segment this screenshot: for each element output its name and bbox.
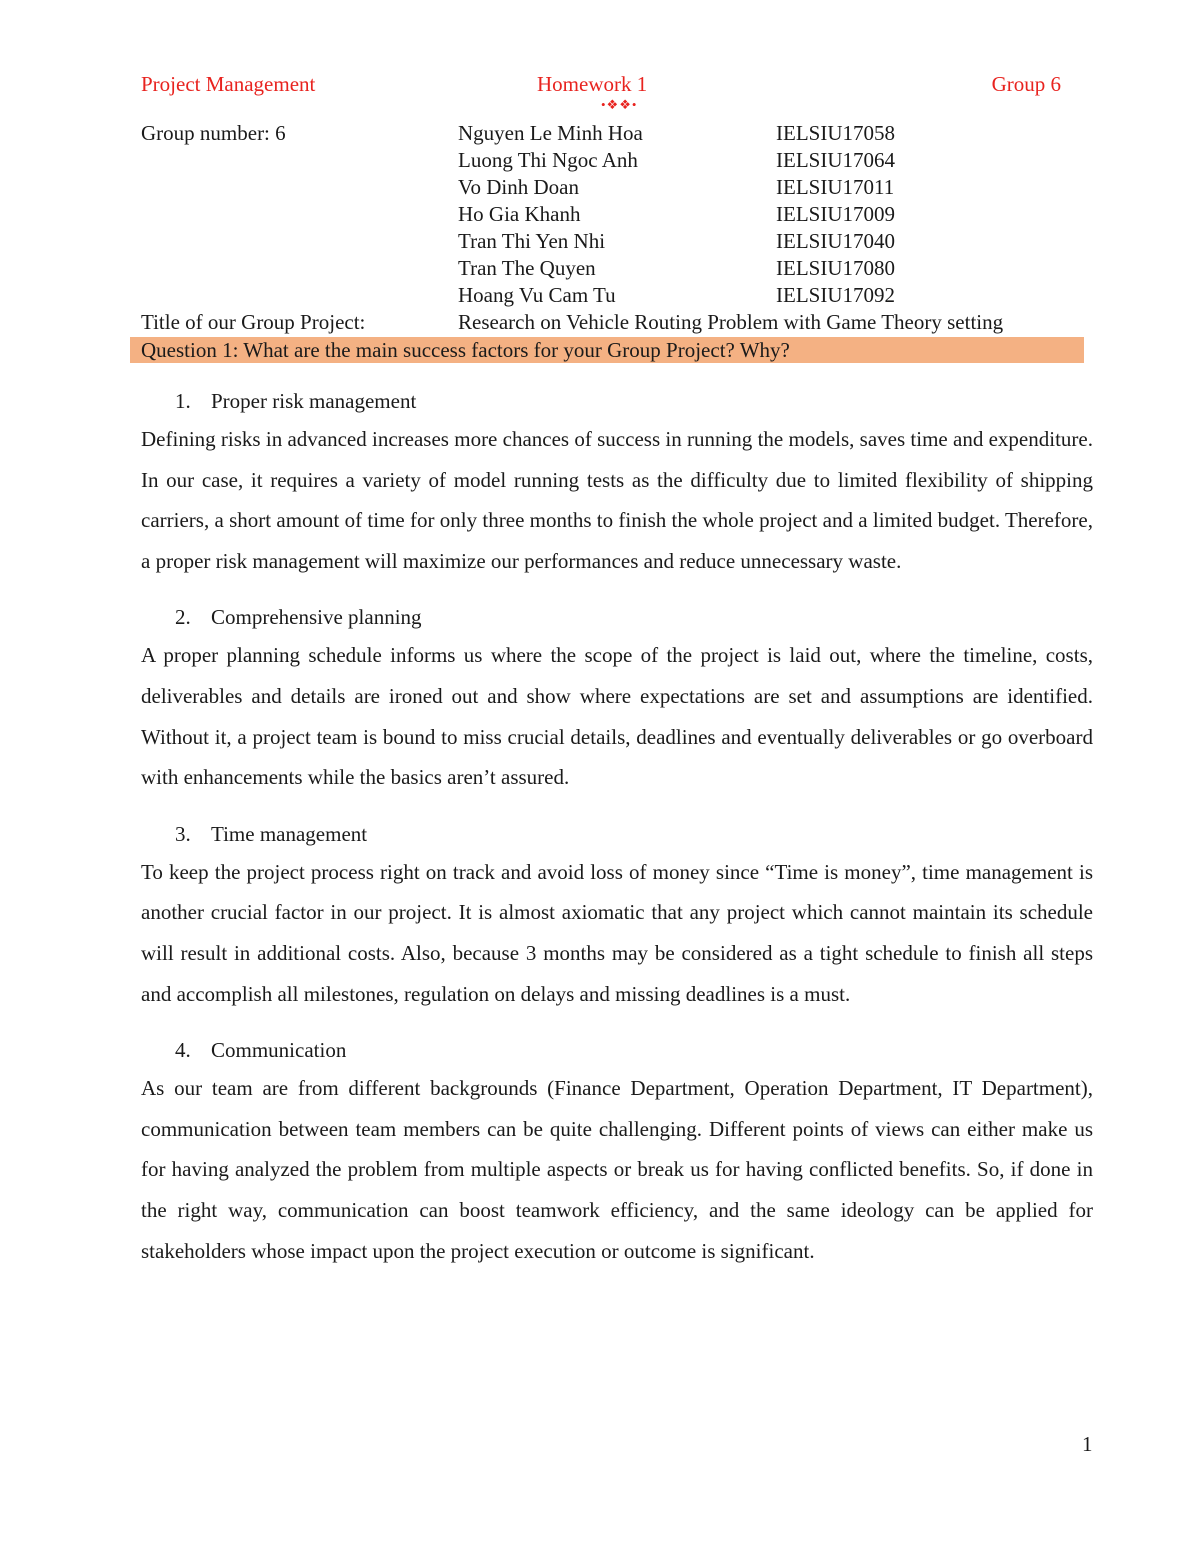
member-name: Tran Thi Yen Nhi bbox=[458, 229, 606, 253]
member-name: Tran The Quyen bbox=[458, 256, 596, 280]
member-row bbox=[141, 147, 1081, 174]
member-name: Nguyen Le Minh Hoa bbox=[458, 121, 643, 145]
group-info bbox=[141, 120, 1081, 336]
header-course: Project Management bbox=[141, 72, 316, 96]
member-row bbox=[141, 282, 1081, 309]
member-name: Luong Thi Ngoc Anh bbox=[458, 148, 638, 172]
member-row bbox=[141, 201, 1081, 228]
member-id: IELSIU17040 bbox=[776, 229, 895, 253]
question-text: Question 1: What are the main success factors for your Group Project? Why? bbox=[141, 338, 790, 362]
member-id: IELSIU17092 bbox=[776, 283, 895, 307]
factor-heading bbox=[141, 816, 1093, 852]
factor-title: Comprehensive planning bbox=[211, 605, 422, 630]
factor-title: Time management bbox=[211, 821, 368, 846]
factor-heading bbox=[141, 599, 1093, 635]
question-highlight bbox=[130, 337, 1084, 363]
project-title-value: Research on Vehicle Routing Problem with Game Theory setting bbox=[458, 310, 1004, 334]
member-row bbox=[141, 120, 1081, 147]
member-name: Hoang Vu Cam Tu bbox=[458, 283, 616, 307]
factor-paragraph: Defining risks in advanced increases more chances of success in running the models, saves time and expenditure. In our case, it requires a variety of model running tests as the difficulty due to limited flexibility of shipping carriers, a short amount of time for only three months to finish the whole project and a limited budget. Therefore, a proper risk management will maximize our performances and reduce unnecessary waste. bbox=[141, 427, 1093, 573]
factor-heading bbox=[141, 1032, 1093, 1068]
factor-paragraph: As our team are from different backgrounds (Finance Department, Operation Department, IT Department), communication between team members can be quite challenging. Different points of views can either make us for having analyzed the problem from multiple aspects or break us for having conflicted benefits. So, if done in the right way, communication can boost teamwork efficiency, and the same ideology can be applied for stakeholders whose impact upon the project execution or outcome is significant. bbox=[141, 1076, 1093, 1263]
member-id: IELSIU17064 bbox=[776, 148, 895, 172]
page-number: 1 bbox=[1082, 1432, 1093, 1456]
header-assignment: Homework 1 bbox=[537, 72, 648, 96]
member-name: Vo Dinh Doan bbox=[458, 175, 579, 199]
project-title-row bbox=[141, 309, 1081, 336]
member-row bbox=[141, 174, 1081, 201]
member-id: IELSIU17009 bbox=[776, 202, 895, 226]
factor-paragraph: To keep the project process right on track and avoid loss of money since “Time is money”, time management is another crucial factor in our project. It is almost axiomatic that any project which cannot maintain its schedule will result in additional costs. Also, because 3 months may be considered as a tight schedule to finish all steps and accomplish all milestones, regulation on delays and missing deadlines is a must. bbox=[141, 859, 1093, 1006]
factor-section bbox=[141, 816, 1093, 1014]
group-number-label: Group number: 6 bbox=[141, 121, 286, 145]
project-title-label: Title of our Group Project: bbox=[141, 310, 366, 334]
factor-number: 3. bbox=[175, 821, 191, 846]
factor-section bbox=[141, 383, 1093, 581]
factor-number: 2. bbox=[175, 605, 191, 630]
factor-section bbox=[141, 599, 1093, 797]
factor-number: 1. bbox=[175, 389, 191, 413]
member-row bbox=[141, 228, 1081, 255]
factor-number: 4. bbox=[175, 1038, 191, 1063]
member-id: IELSIU17011 bbox=[776, 175, 895, 199]
member-row bbox=[141, 255, 1081, 282]
factor-paragraph: A proper planning schedule informs us where the scope of the project is laid out, where the timeline, costs, deliverables and details are ironed out and show where expectations are set and assumptions are identified. Without it, a project team is bound to miss crucial details, deadlines and eventually deliverables or go overboard with enhancements while the basics aren’t assured. bbox=[141, 643, 1093, 790]
answer-body bbox=[141, 383, 1093, 1271]
member-id: IELSIU17058 bbox=[776, 121, 895, 145]
factor-title: Communication bbox=[211, 1038, 347, 1063]
factor-section bbox=[141, 1032, 1093, 1271]
factor-heading bbox=[141, 383, 1093, 419]
header-ornament: •❖❖• bbox=[601, 97, 638, 112]
member-name: Ho Gia Khanh bbox=[458, 202, 581, 226]
factor-title: Proper risk management bbox=[211, 389, 417, 413]
header-group: Group 6 bbox=[991, 72, 1061, 96]
member-id: IELSIU17080 bbox=[776, 256, 895, 280]
